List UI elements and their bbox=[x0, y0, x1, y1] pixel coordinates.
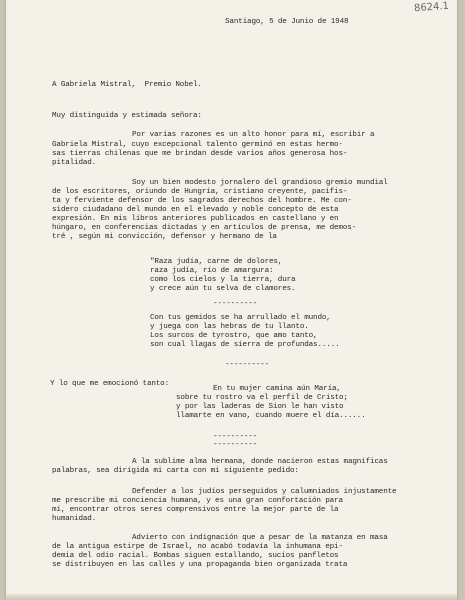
text-line: raza judía, río de amargura: bbox=[150, 267, 274, 275]
letter-page bbox=[6, 0, 457, 600]
text-line: Con tus gemidos se ha arrullado el mundo, bbox=[150, 314, 331, 322]
text-line: A la sublime alma hermana, donde nacieron estas magníficas bbox=[132, 458, 388, 466]
text-line: sas tierras chilenas que me brindan desde varios años generosa hos- bbox=[52, 150, 348, 158]
text-line: demia del odio racial. Bombas siguen estallando, sucios panfletos bbox=[52, 552, 339, 560]
text-line: ---------- bbox=[213, 433, 258, 441]
text-line: de la antigua estirpe de Israel, no acabó todavía la inhumana epi- bbox=[52, 543, 343, 551]
text-line: llamarte en vano, cuando muere el día...... bbox=[176, 412, 366, 420]
text-line: Gabriela Mistral, cuyo excepcional talento germinó en estas hermo- bbox=[52, 141, 343, 149]
text-line: humanidad. bbox=[52, 515, 97, 523]
text-line: Los surcos de tyrostro, que amo tanto, bbox=[150, 332, 318, 340]
text-line: Soy un bien modesto jornalero del grandioso gremio mundial bbox=[132, 179, 388, 187]
text-line: palabras, sea dirigida mi carta con mi siguiente pedido: bbox=[52, 467, 299, 475]
text-line: húngaro, en conferencias dictadas y en artículos de prensa, me demos- bbox=[52, 224, 357, 232]
text-line: y crece aún tu selva de clamores. bbox=[150, 285, 296, 293]
text-line: sidero ciudadano del mundo en el elevado y noble concepto de esta bbox=[52, 206, 339, 214]
page-bottom-edge bbox=[6, 594, 457, 600]
text-line: se distribuyen en las calles y una propaganda bien organizada trata bbox=[52, 561, 348, 569]
text-line: "Raza judía, carne de dolores, bbox=[150, 258, 283, 266]
text-line: ---------- bbox=[213, 441, 258, 449]
text-line: Advierto con indignación que a pesar de la matanza en masa bbox=[132, 534, 388, 542]
text-line: tré , según mi convicción, defensor y hermano de la bbox=[52, 233, 277, 241]
text-line: mí, encontrar otros seres comprensivos entre la mejor parte de la bbox=[52, 506, 339, 514]
text-line: pitalidad. bbox=[52, 159, 97, 167]
text-line: A Gabriela Mistral, Premio Nobel. bbox=[52, 81, 202, 89]
text-line: ta y ferviente defensor de los sagrados derechos del hombre. Me con- bbox=[52, 197, 352, 205]
text-line: me prescribe mi conciencia humana, y es una gran confortación para bbox=[52, 497, 343, 505]
text-line: sobre tu rostro va el perfil de Cristo; bbox=[176, 394, 348, 402]
text-line: expresión. En mis libros anteriores publicados en castellano y en bbox=[52, 215, 339, 223]
text-line: de los escritores, oriundo de Hungría, cristiano creyente, pacifis- bbox=[52, 188, 348, 196]
text-line: y juega con las hebras de tu llanto. bbox=[150, 323, 309, 331]
text-line: Muy distinguida y estimada señora: bbox=[52, 112, 202, 120]
text-line: y por las laderas de Sion le han visto bbox=[176, 403, 344, 411]
text-line: ---------- bbox=[225, 361, 270, 369]
text-line: ---------- bbox=[213, 300, 258, 308]
text-line: como los cielos y la tierra, dura bbox=[150, 276, 296, 284]
text-line: Por varias razones es un alto honor para mí, escribir a bbox=[132, 131, 375, 139]
text-line: Santiago, 5 de Junio de 1948 bbox=[225, 18, 349, 26]
text-line: son cual llagas de sierra de profundas..... bbox=[150, 341, 340, 349]
text-line: Y lo que me emocionó tanto: bbox=[50, 380, 169, 388]
archive-number: 8624.1 bbox=[413, 0, 450, 15]
text-line: En tu mujer camina aún María, bbox=[213, 385, 341, 393]
text-line: Defender a los judíos perseguidos y calumniados injustamente bbox=[132, 488, 397, 496]
